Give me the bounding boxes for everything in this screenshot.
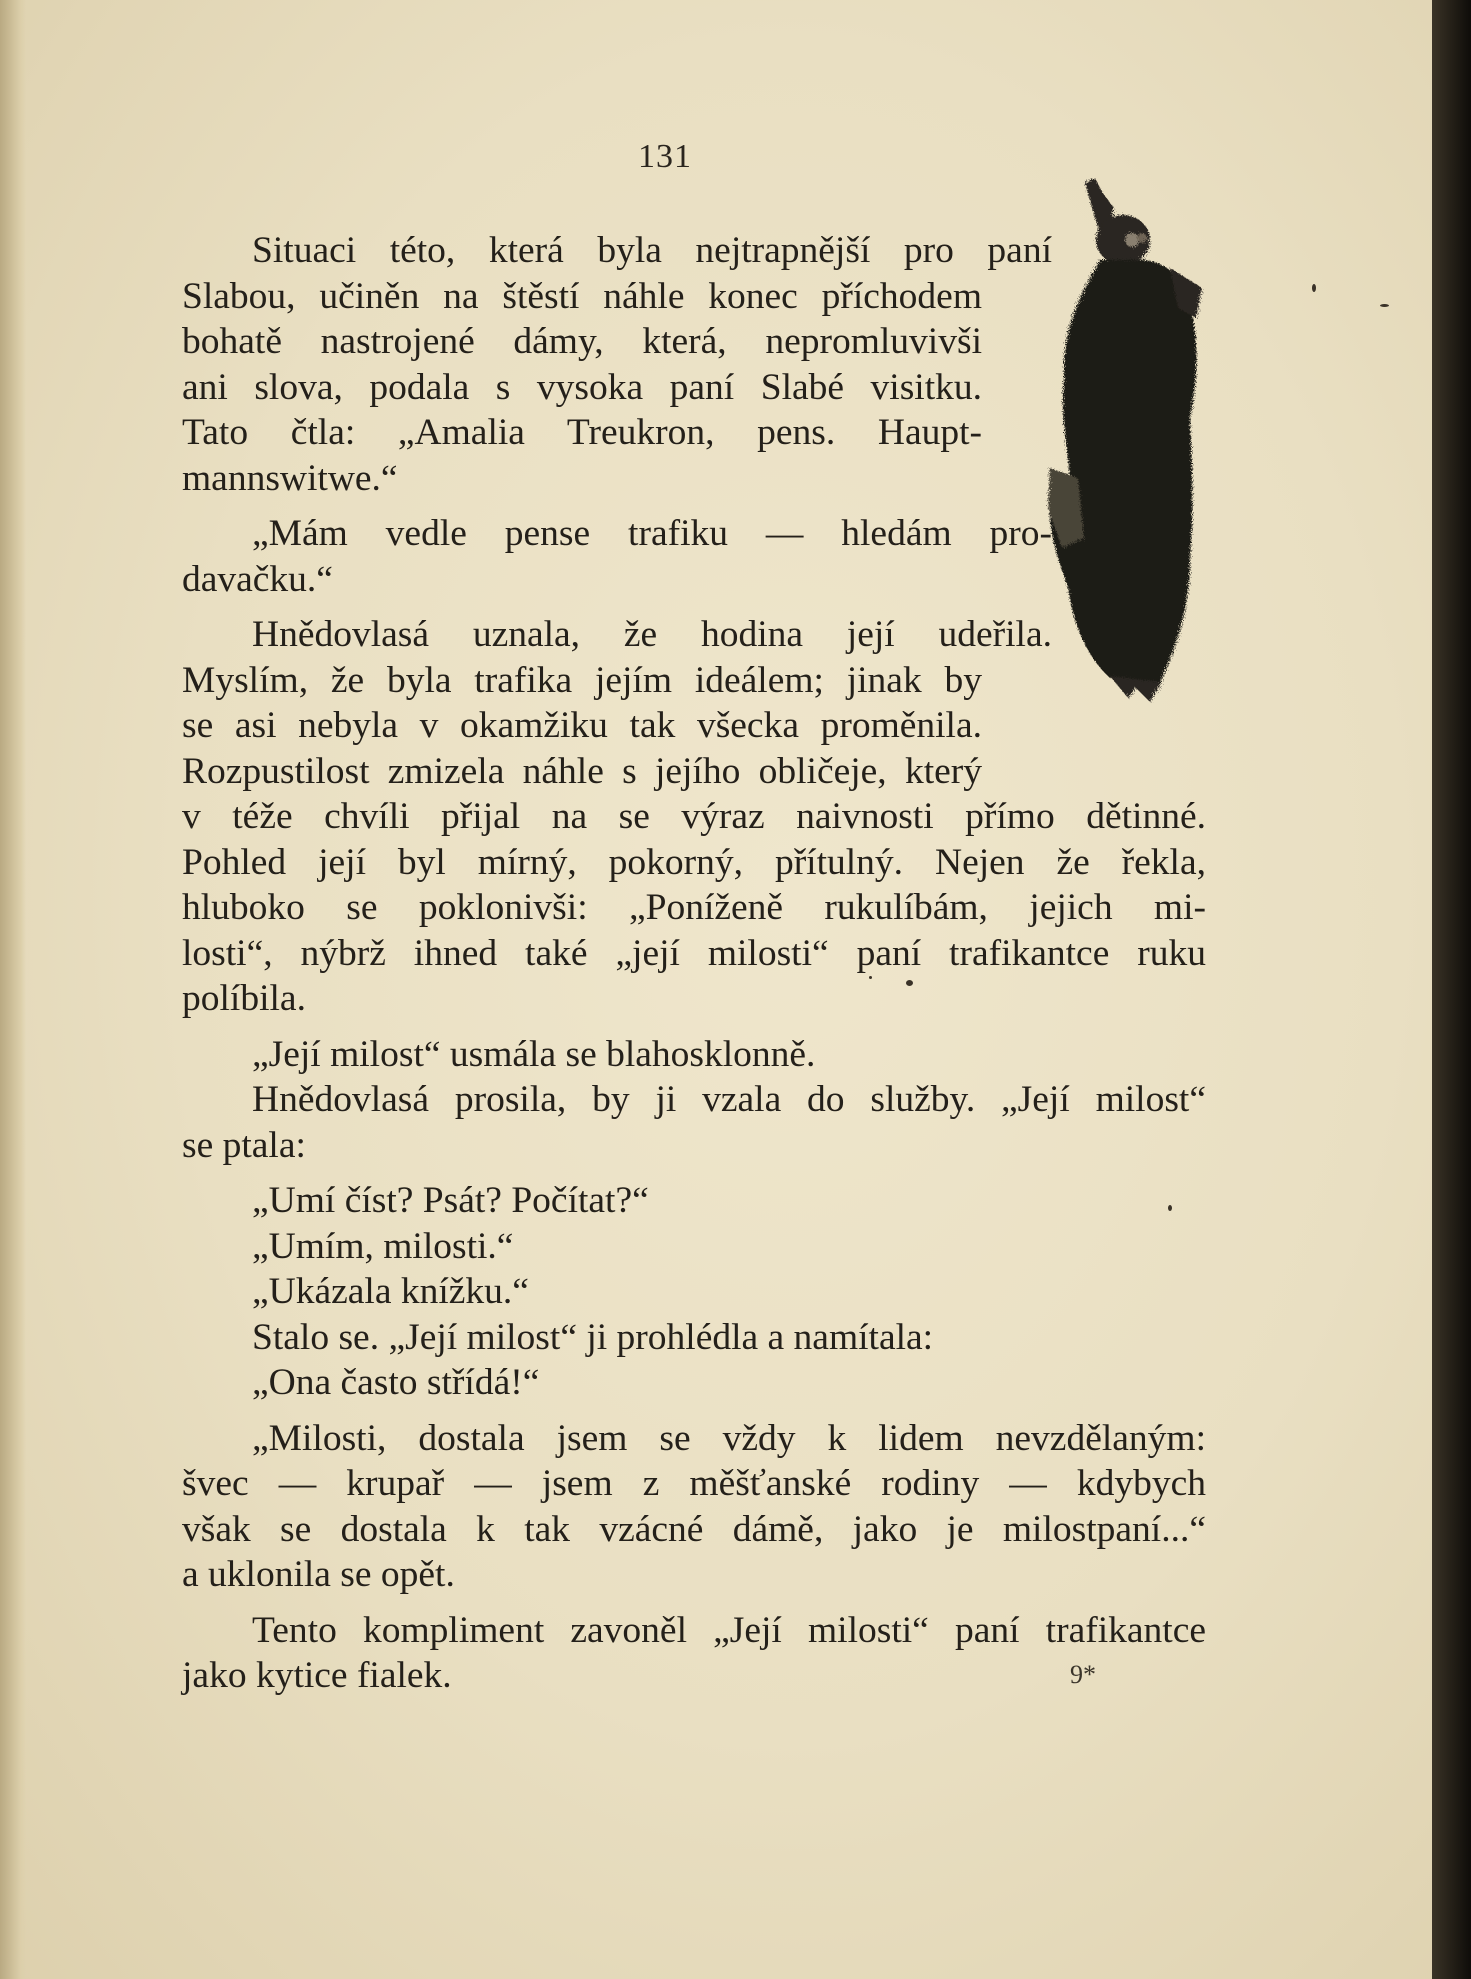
text-line: „Její milost“ usmála se blahosklonně. — [252, 1033, 816, 1075]
text-line: Stalo se. „Její milost“ ji prohlédla a namítala: — [252, 1316, 934, 1358]
text-line: v téže chvíli přijal na se výraz naivnosti přímo dětinné. — [182, 796, 1206, 837]
text-line: Hnědovlasá prosila, by ji vzala do služby. „Její milost“ — [252, 1079, 1206, 1120]
text-line: se ptala: — [182, 1124, 306, 1166]
text-line: Hnědovlasá uznala, že hodina její udeřila. — [252, 614, 1052, 655]
text-line: „Milosti, dostala jsem se vždy k lidem nevzdělaným: — [252, 1417, 1206, 1459]
ink-speck — [1380, 304, 1389, 307]
text-line: Tato čtla: „Amalia Treukron, pens. Haupt- — [182, 412, 982, 453]
text-line: bohatě nastrojené dámy, která, nepromluvivši — [182, 321, 982, 362]
text-line: Tento kompliment zavoněl „Její milosti“ paní trafikantce — [252, 1609, 1206, 1651]
text-line: ani slova, podala s vysoka paní Slabé visitku. — [182, 366, 982, 408]
body-text — [182, 228, 1206, 1699]
text-line: se asi nebyla v okamžiku tak všecka proměnila. — [182, 705, 982, 746]
ink-speck — [1168, 1205, 1172, 1211]
text-line: Situaci této, která byla nejtrapnější pro paní — [252, 230, 1052, 271]
page-number: 131 — [638, 138, 692, 175]
text-line: Pohled její byl mírný, pokorný, přítulný. Nejen že řekla, — [182, 841, 1206, 883]
text-line: Rozpustilost zmizela náhle s jejího obličeje, který — [182, 750, 982, 792]
text-line: švec — krupař — jsem z měšťanské rodiny — kdybych — [182, 1463, 1206, 1504]
text-line: „Mám vedle pense trafiku — hledám pro- — [252, 513, 1052, 554]
text-line: „Ona často střídá!“ — [252, 1362, 540, 1403]
text-line: políbila. — [182, 978, 306, 1019]
scan-edge — [1432, 0, 1471, 1979]
text-line: davačku.“ — [182, 558, 333, 600]
text-line: však se dostala k tak vzácné dámě, jako je milostpaní...“ — [182, 1508, 1206, 1550]
text-line: „Umí číst? Psát? Počítat?“ — [252, 1180, 649, 1221]
text-line: hluboko se poklonivši: „Poníženě rukulíbám, jejich mi- — [182, 887, 1206, 928]
text-line: losti“, nýbrž ihned také „její milosti“ paní trafikantce ruku — [182, 932, 1206, 974]
ink-speck — [869, 976, 872, 979]
text-line: Myslím, že byla trafika jejím ideálem; jinak by — [182, 659, 982, 701]
text-line: „Ukázala knížku.“ — [252, 1271, 529, 1312]
ink-speck — [906, 980, 913, 986]
ink-speck — [1312, 284, 1316, 292]
signature-mark: 9* — [1070, 1660, 1096, 1689]
text-line: a uklonila se opět. — [182, 1554, 455, 1595]
page-spine-shadow — [0, 0, 26, 1979]
text-line: mannswitwe.“ — [182, 457, 398, 499]
text-line: jako kytice fialek. — [182, 1655, 452, 1696]
text-line: „Umím, milosti.“ — [252, 1225, 514, 1267]
text-line: Slabou, učiněn na štěstí náhle konec příchodem — [182, 275, 982, 317]
